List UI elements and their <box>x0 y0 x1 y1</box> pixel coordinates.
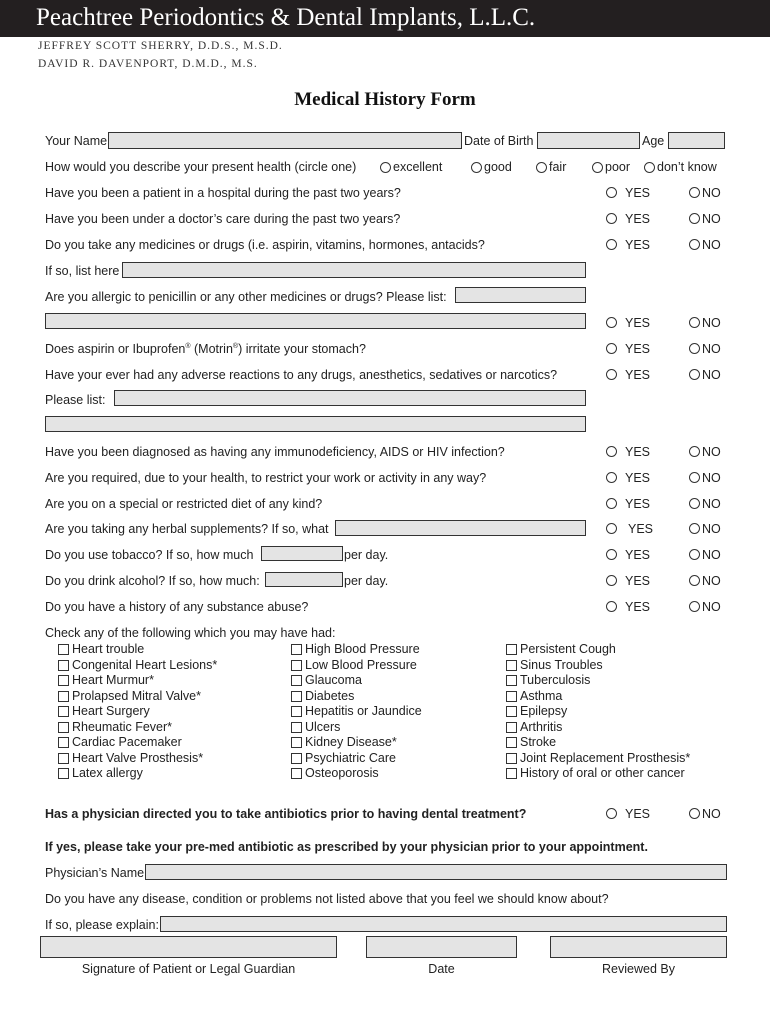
health-poor-radio[interactable] <box>592 162 603 173</box>
condition-checkbox[interactable] <box>58 768 69 779</box>
no-label: NO <box>702 600 721 614</box>
condition-checkbox[interactable] <box>506 768 517 779</box>
condition-checkbox[interactable] <box>58 691 69 702</box>
date-label: Date <box>428 962 455 976</box>
yes-label: YES <box>625 497 651 511</box>
q-hospital-no-radio[interactable] <box>689 187 700 198</box>
condition-label: Arthritis <box>520 719 563 734</box>
condition-label: Asthma <box>520 688 563 703</box>
yes-label: YES <box>625 186 651 200</box>
condition-checkbox[interactable] <box>506 675 517 686</box>
no-label: NO <box>702 574 721 588</box>
condition-checkbox[interactable] <box>506 691 517 702</box>
q-allergic-no-radio[interactable] <box>689 317 700 328</box>
q-doctor-care-yes-radio[interactable] <box>606 213 617 224</box>
condition-label: Diabetes <box>305 688 355 703</box>
signature-field[interactable] <box>40 936 337 958</box>
condition-checkbox[interactable] <box>58 660 69 671</box>
condition-checkbox[interactable] <box>506 753 517 764</box>
age-field[interactable] <box>668 132 725 149</box>
yes-label: YES <box>625 368 651 382</box>
health-excellent-radio[interactable] <box>380 162 391 173</box>
no-label: NO <box>702 807 721 821</box>
health-excellent-label: excellent <box>393 160 443 174</box>
q-restrict-yes-radio[interactable] <box>606 472 617 483</box>
q-restrict-no-radio[interactable] <box>689 472 700 483</box>
condition-checkbox[interactable] <box>506 660 517 671</box>
q-alcohol-yes-radio[interactable] <box>606 575 617 586</box>
condition-label: Heart trouble <box>72 642 145 656</box>
antibiotics-instruction: If yes, please take your pre-med antibiotic as prescribed by your physician prior to your appointment. <box>45 840 648 854</box>
condition-checkbox[interactable] <box>58 644 69 655</box>
medicines-list-field[interactable] <box>122 262 586 278</box>
condition-label: Hepatitis or Jaundice <box>305 704 422 718</box>
condition-label: Heart Murmur* <box>72 673 154 687</box>
health-poor-label: poor <box>605 160 631 174</box>
condition-label: Latex allergy <box>72 766 143 780</box>
your-name-label: Your Name <box>45 134 108 148</box>
conditions-heading: Check any of the following which you may have had: <box>45 626 336 640</box>
condition-checkbox[interactable] <box>58 722 69 733</box>
q-alcohol: Do you drink alcohol? If so, how much: <box>45 574 260 588</box>
tobacco-field[interactable] <box>261 546 343 561</box>
reviewed-by-field[interactable] <box>550 936 727 958</box>
condition-label: Congenital Heart Lesions* <box>72 657 218 672</box>
condition-label: Persistent Cough <box>520 642 616 656</box>
yes-label: YES <box>625 548 651 562</box>
your-name-field[interactable] <box>108 132 462 149</box>
condition-label: Psychiatric Care <box>305 750 396 765</box>
condition-label: Cardiac Pacemaker <box>72 735 182 749</box>
yes-label: YES <box>625 316 651 330</box>
condition-checkbox[interactable] <box>291 644 302 655</box>
condition-label: Prolapsed Mitral Valve* <box>72 688 201 703</box>
condition-label: Sinus Troubles <box>520 657 603 672</box>
per-day-label: per day. <box>344 574 389 588</box>
q-antibiotics: Has a physician directed you to take antibiotics prior to having dental treatment? <box>45 807 527 821</box>
signature-label: Signature of Patient or Legal Guardian <box>81 962 296 976</box>
health-good-radio[interactable] <box>471 162 482 173</box>
q-diet-yes-radio[interactable] <box>606 498 617 509</box>
physician-name-label: Physician’s Name <box>45 866 145 880</box>
condition-checkbox[interactable] <box>291 675 302 686</box>
q-aspirin-b: (Motrin <box>190 342 233 356</box>
dob-label: Date of Birth <box>464 134 534 148</box>
alcohol-field[interactable] <box>265 572 343 587</box>
q-adverse: Have your ever had any adverse reactions to any drugs, anesthetics, sedatives or narcotics? <box>45 368 558 382</box>
q-substance-yes-radio[interactable] <box>606 601 617 612</box>
no-label: NO <box>702 445 721 459</box>
health-fair-radio[interactable] <box>536 162 547 173</box>
condition-label: Kidney Disease* <box>305 735 397 749</box>
condition-label: Rheumatic Fever* <box>72 719 173 734</box>
q-aspirin <box>45 342 366 356</box>
q-other-disease: Do you have any disease, condition or problems not listed above that you feel we should know about? <box>45 892 609 906</box>
q-hospital-yes-radio[interactable] <box>606 187 617 198</box>
yes-label: YES <box>625 238 651 252</box>
condition-checkbox[interactable] <box>291 768 302 779</box>
practice-banner <box>0 0 770 37</box>
condition-checkbox[interactable] <box>291 691 302 702</box>
q-adverse-yes-radio[interactable] <box>606 369 617 380</box>
no-label: NO <box>702 342 721 356</box>
condition-checkbox[interactable] <box>506 644 517 655</box>
condition-checkbox[interactable] <box>58 753 69 764</box>
q-diet-no-radio[interactable] <box>689 498 700 509</box>
reviewed-by-label: Reviewed By <box>602 962 675 976</box>
q-herbal-yes-radio[interactable] <box>606 523 617 534</box>
condition-label: Heart Surgery <box>72 704 150 718</box>
q-diet: Are you on a special or restricted diet of any kind? <box>45 497 323 511</box>
condition-checkbox[interactable] <box>291 660 302 671</box>
condition-checkbox[interactable] <box>506 722 517 733</box>
per-day-label: per day. <box>344 548 389 562</box>
adverse-list-field-2[interactable] <box>45 416 586 432</box>
no-label: NO <box>702 522 721 536</box>
q-hospital: Have you been a patient in a hospital during the past two years? <box>45 186 401 200</box>
no-label: NO <box>702 471 721 485</box>
yes-label: YES <box>628 522 654 536</box>
yes-label: YES <box>625 600 651 614</box>
q-doctor-care: Have you been under a doctor’s care during the past two years? <box>45 212 401 226</box>
condition-checkbox[interactable] <box>291 737 302 748</box>
condition-label: History of oral or other cancer <box>520 766 685 780</box>
q-medicines-yes-radio[interactable] <box>606 239 617 250</box>
yes-label: YES <box>625 445 651 459</box>
allergic-list-field[interactable] <box>455 287 586 303</box>
condition-checkbox[interactable] <box>506 737 517 748</box>
yes-label: YES <box>625 807 651 821</box>
form-title: Medical History Form <box>294 89 476 110</box>
q-tobacco-yes-radio[interactable] <box>606 549 617 560</box>
q-aspirin-c: ) irritate your stomach? <box>238 342 366 356</box>
no-label: NO <box>702 497 721 511</box>
yes-label: YES <box>625 212 651 226</box>
condition-label: High Blood Pressure <box>305 642 420 656</box>
q-immuno: Have you been diagnosed as having any immunodeficiency, AIDS or HIV infection? <box>45 445 505 459</box>
condition-label: Tuberculosis <box>520 673 591 687</box>
allergic-list-field-2[interactable] <box>45 313 586 329</box>
q-herbal-no-radio[interactable] <box>689 523 700 534</box>
doctor-2: DAVID R. DAVENPORT, D.M.D., M.S. <box>38 58 258 70</box>
q-immuno-yes-radio[interactable] <box>606 446 617 457</box>
q-doctor-care-no-radio[interactable] <box>689 213 700 224</box>
condition-checkbox[interactable] <box>58 737 69 748</box>
q-aspirin-no-radio[interactable] <box>689 343 700 354</box>
condition-label: Ulcers <box>305 719 341 734</box>
practice-name: Peachtree Periodontics & Dental Implants, L.L.C. <box>36 4 536 31</box>
health-good-label: good <box>484 160 512 174</box>
condition-checkbox[interactable] <box>291 706 302 717</box>
condition-label: Low Blood Pressure <box>305 657 417 672</box>
no-label: NO <box>702 212 721 226</box>
no-label: NO <box>702 238 721 252</box>
q-adverse-no-radio[interactable] <box>689 369 700 380</box>
list-here-label: If so, list here <box>45 264 120 278</box>
explain-field[interactable] <box>160 916 727 932</box>
no-label: NO <box>702 548 721 562</box>
date-field[interactable] <box>366 936 517 958</box>
dob-field[interactable] <box>537 132 640 149</box>
q-antibiotics-no-radio[interactable] <box>689 808 700 819</box>
yes-label: YES <box>625 471 651 485</box>
explain-label: If so, please explain: <box>45 918 159 932</box>
q-substance-no-radio[interactable] <box>689 601 700 612</box>
condition-checkbox[interactable] <box>58 675 69 686</box>
condition-checkbox[interactable] <box>291 722 302 733</box>
q-herbal: Are you taking any herbal supplements? If so, what <box>45 522 329 536</box>
health-fair-label: fair <box>549 160 567 174</box>
condition-label: Epilepsy <box>520 704 568 718</box>
physician-name-field[interactable] <box>145 864 727 880</box>
condition-label: Heart Valve Prosthesis* <box>72 750 204 765</box>
condition-checkbox[interactable] <box>58 706 69 717</box>
condition-label: Glaucoma <box>305 673 362 687</box>
q-restrict: Are you required, due to your health, to restrict your work or activity in any way? <box>45 471 487 485</box>
reg-mark: ® <box>185 342 191 350</box>
q-medicines-no-radio[interactable] <box>689 239 700 250</box>
adverse-list-field[interactable] <box>114 390 586 406</box>
reg-mark: ® <box>232 342 239 350</box>
doctor-1: JEFFREY SCOTT SHERRY, D.D.S., M.S.D. <box>38 40 283 52</box>
herbal-field[interactable] <box>335 520 586 536</box>
health-question: How would you describe your present health (circle one) <box>45 160 357 174</box>
q-immuno-no-radio[interactable] <box>689 446 700 457</box>
condition-label: Stroke <box>520 735 557 749</box>
health-dontknow-label: don’t know <box>657 160 717 174</box>
condition-checkbox[interactable] <box>291 753 302 764</box>
please-list-label: Please list: <box>45 393 106 407</box>
q-aspirin-yes-radio[interactable] <box>606 343 617 354</box>
q-tobacco: Do you use tobacco? If so, how much <box>45 548 254 562</box>
no-label: NO <box>702 368 721 382</box>
condition-checkbox[interactable] <box>506 706 517 717</box>
no-label: NO <box>702 186 721 200</box>
q-substance: Do you have a history of any substance abuse? <box>45 600 309 614</box>
yes-label: YES <box>625 342 651 356</box>
q-medicines: Do you take any medicines or drugs (i.e. aspirin, vitamins, hormones, antacids? <box>45 238 485 252</box>
q-aspirin-a: Does aspirin or Ibuprofen <box>45 342 186 356</box>
no-label: NO <box>702 316 721 330</box>
q-tobacco-no-radio[interactable] <box>689 549 700 560</box>
condition-label: Osteoporosis <box>305 766 379 780</box>
q-antibiotics-yes-radio[interactable] <box>606 808 617 819</box>
yes-label: YES <box>625 574 651 588</box>
q-allergic: Are you allergic to penicillin or any other medicines or drugs? Please list: <box>45 290 447 304</box>
q-alcohol-no-radio[interactable] <box>689 575 700 586</box>
age-label: Age <box>642 134 665 148</box>
condition-label: Joint Replacement Prosthesis* <box>520 750 691 765</box>
q-allergic-yes-radio[interactable] <box>606 317 617 328</box>
health-dontknow-radio[interactable] <box>644 162 655 173</box>
